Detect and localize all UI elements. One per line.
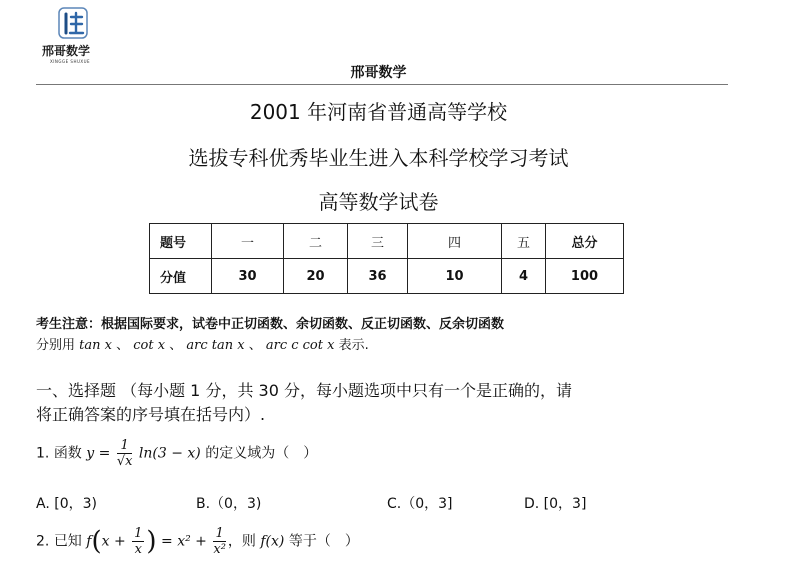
equation-rhs: = x² +	[161, 533, 207, 550]
notice-separator: 、	[169, 338, 183, 353]
score-table-value-row	[150, 259, 624, 294]
function-f: f	[86, 533, 92, 550]
table-cell: 题号	[150, 224, 212, 259]
tan-notation: tan x	[79, 338, 112, 353]
table-cell: 20	[284, 259, 348, 294]
cot-notation: cot x	[133, 338, 166, 353]
function-fx: f(x)	[260, 533, 285, 550]
arctan-notation: arc tan x	[186, 338, 245, 353]
fraction-denominator: √x	[116, 454, 133, 469]
question-then: ，则	[227, 533, 256, 550]
table-cell: 10	[408, 259, 502, 294]
exam-title-line-2: 选拔专科优秀毕业生进入本科学校学习考试	[188, 146, 569, 170]
option-a: A. [0，3)	[36, 496, 97, 512]
table-cell: 4	[502, 259, 546, 294]
fraction	[132, 526, 144, 557]
exam-title-line-3: 高等数学试卷	[318, 190, 439, 214]
notice-separator: 、	[248, 338, 262, 353]
table-cell: 四	[408, 224, 502, 259]
page-header-title: 邢哥数学	[350, 65, 407, 81]
inner-x: x +	[101, 533, 126, 550]
question-1-log: ln(3 − x)	[138, 445, 201, 462]
table-cell: 36	[348, 259, 408, 294]
score-table-header-row	[150, 224, 624, 259]
question-1-lhs: y =	[86, 445, 111, 462]
table-cell: 30	[212, 259, 284, 294]
question-2	[36, 526, 359, 557]
question-number: 1.	[36, 445, 50, 462]
candidate-notice-line-2	[36, 334, 369, 353]
right-paren: )	[146, 526, 157, 557]
notice-prefix: 分别用	[36, 338, 76, 353]
question-suffix: 的定义域为（ ）	[205, 445, 318, 462]
fraction-numerator: 1	[134, 526, 143, 541]
question-1	[36, 438, 317, 469]
option-c: C.（0，3]	[387, 496, 453, 512]
candidate-notice-line-1: 考生注意：根据国际要求，试卷中正切函数、余切函数、反正切函数、反余切函数	[36, 317, 505, 332]
arccot-notation: arc c cot x	[265, 338, 335, 353]
fraction-numerator: 1	[117, 438, 133, 454]
fraction-denominator: x	[134, 542, 142, 557]
table-cell: 五	[502, 224, 546, 259]
fraction	[117, 438, 133, 469]
score-table	[149, 223, 624, 294]
notice-separator: 、	[116, 338, 130, 353]
option-b: B.（0，3)	[196, 496, 262, 512]
fraction-denominator: x²	[213, 542, 226, 557]
left-paren: (	[91, 526, 102, 557]
question-prefix: 函数	[53, 445, 82, 462]
table-cell: 100	[546, 259, 624, 294]
table-cell: 三	[348, 224, 408, 259]
fraction-numerator: 1	[213, 526, 226, 542]
logo-icon	[57, 6, 89, 40]
question-suffix: 等于（ ）	[288, 533, 359, 550]
logo-subtitle: XINGGE SHUXUE	[50, 59, 91, 64]
exam-title-line-1: 2001 年河南省普通高等学校	[249, 100, 508, 124]
question-number: 2.	[36, 533, 50, 550]
fraction	[213, 526, 226, 557]
table-cell: 分值	[150, 259, 212, 294]
section-heading-line-1: 一、选择题 （每小题 1 分，共 30 分，每小题选项中只有一个是正确的，请	[36, 381, 572, 400]
table-cell: 一	[212, 224, 284, 259]
notice-suffix: 表示.	[338, 338, 369, 353]
table-cell: 总分	[546, 224, 624, 259]
option-d: D. [0，3]	[524, 496, 587, 512]
logo-name: 邢哥数学	[42, 44, 91, 58]
section-heading-line-2: 将正确答案的序号填在括号内）.	[36, 405, 266, 424]
table-cell: 二	[284, 224, 348, 259]
question-prefix: 已知	[53, 533, 82, 550]
header-divider	[36, 84, 728, 85]
